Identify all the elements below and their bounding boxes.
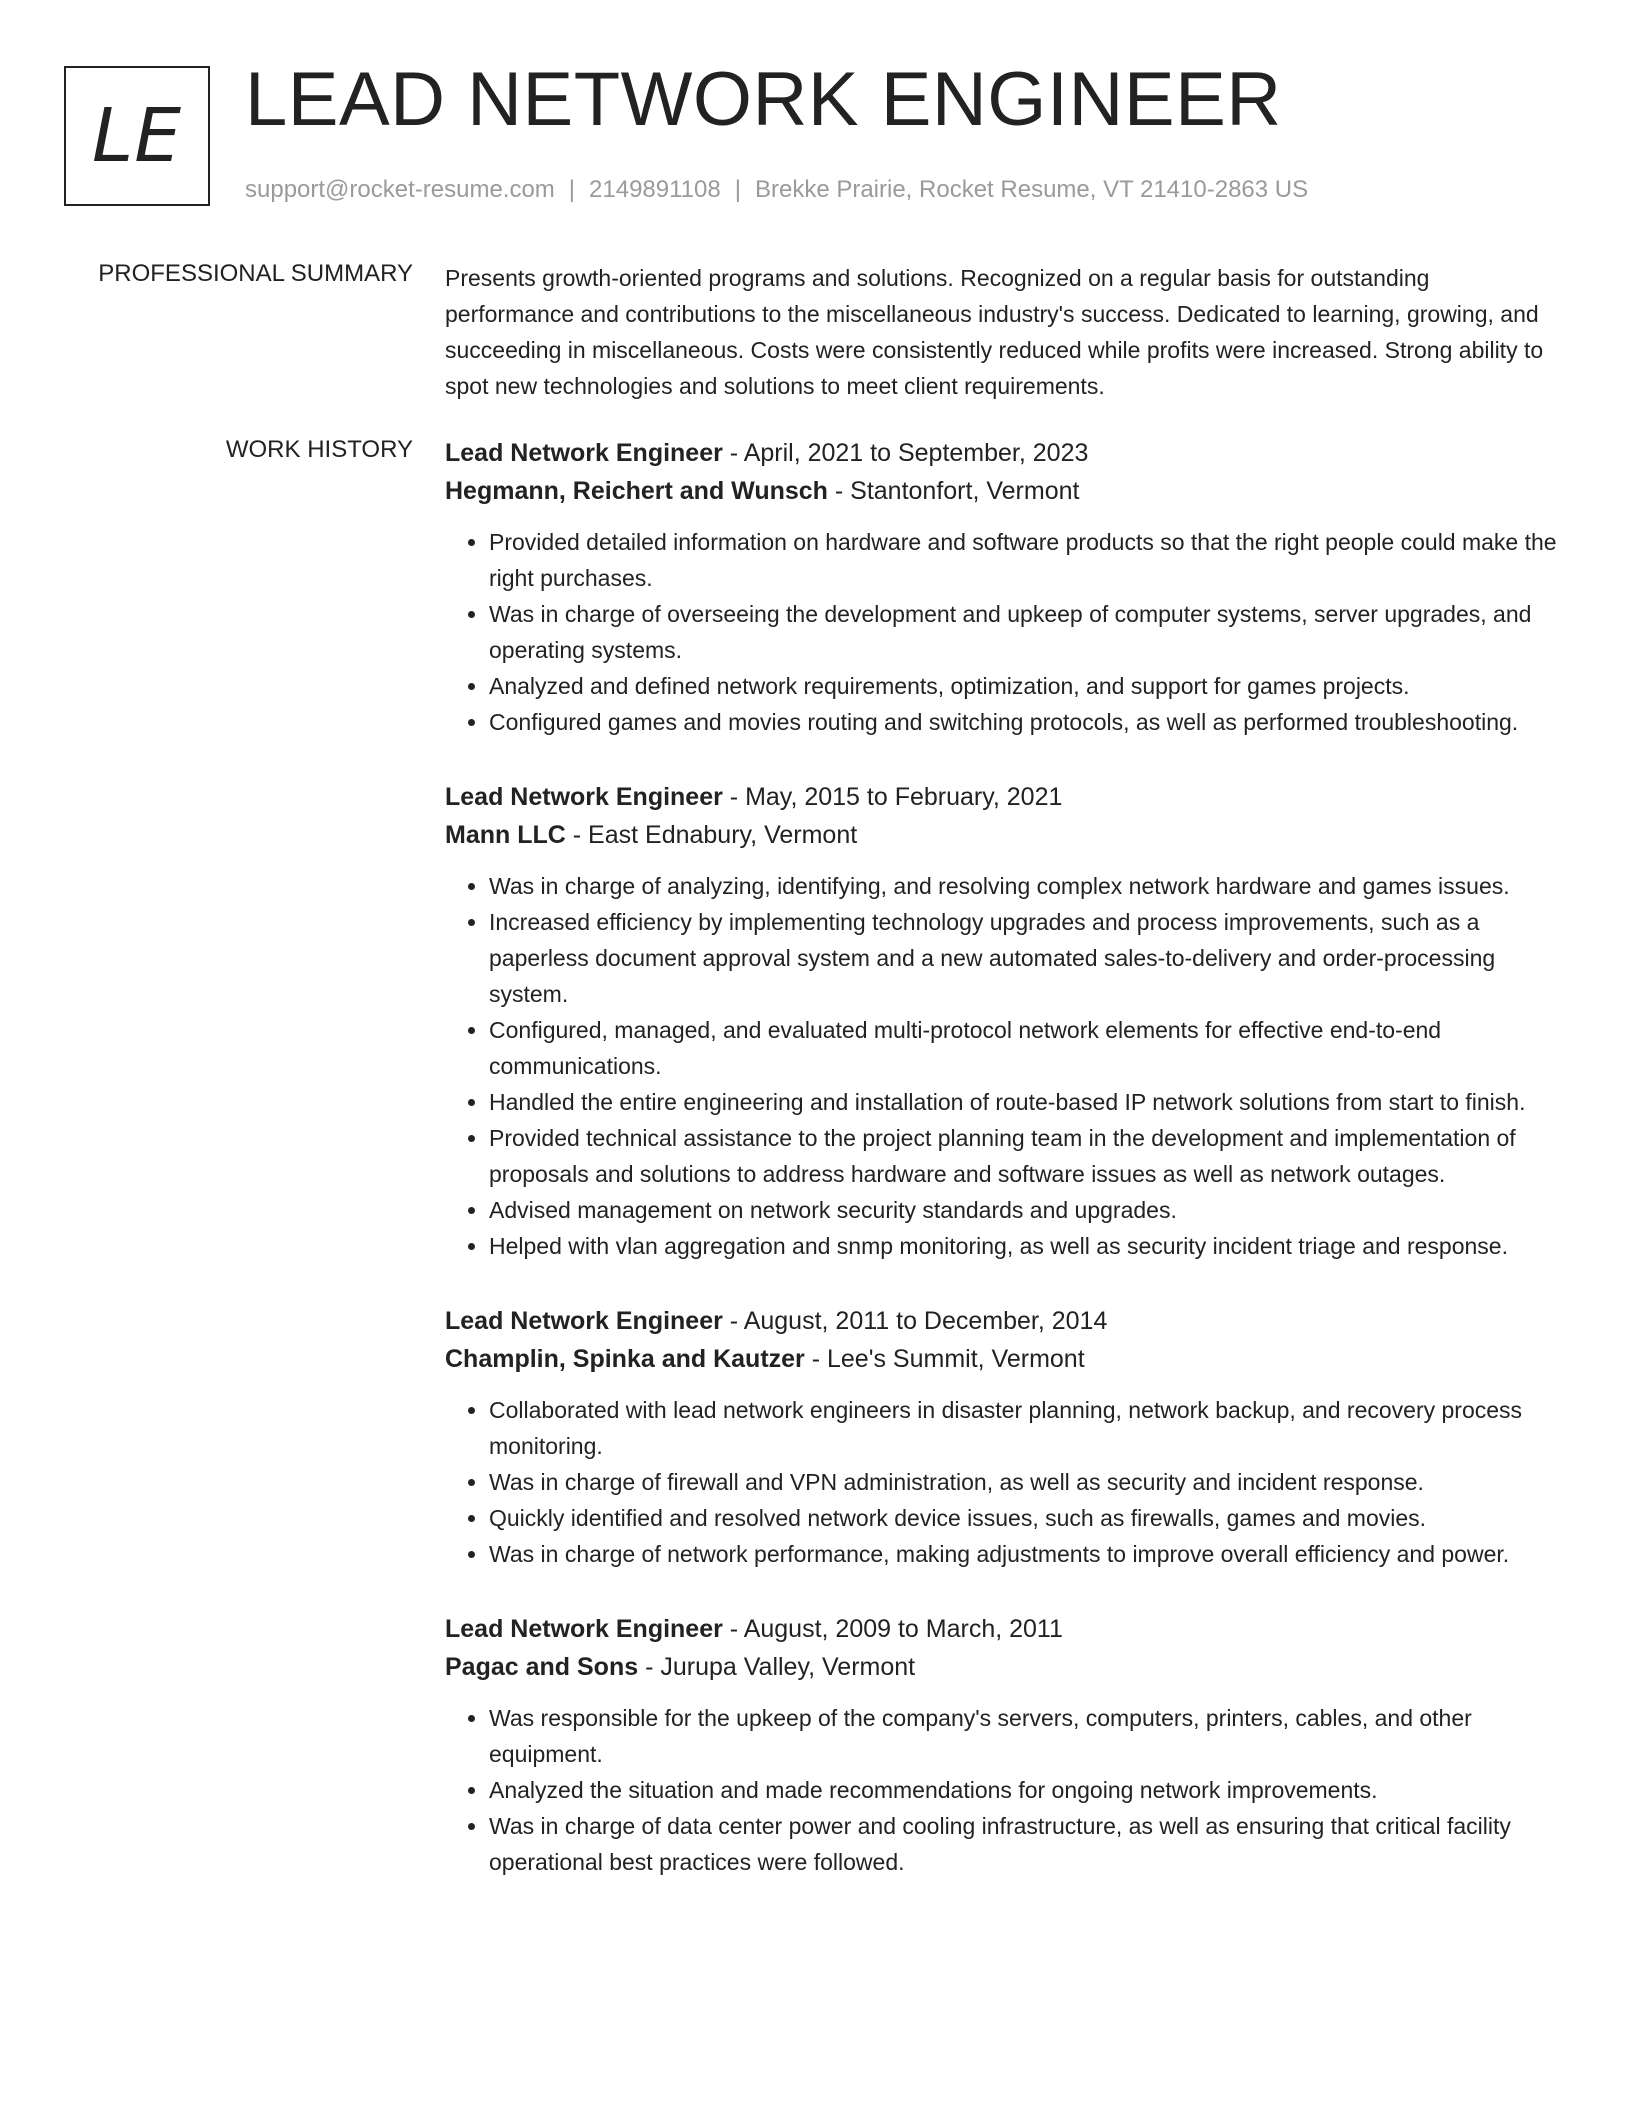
job-bullet: • Was in charge of network performance, making adjustments to improve overall efficiency and power. <box>489 1536 1563 1572</box>
job-bullet: • Increased efficiency by implementing technology upgrades and process improvements, such as a paperless document approval system and a new automated sales-to-delivery and order-processing system. <box>489 904 1563 1012</box>
job-bullet-list <box>445 1700 1563 1880</box>
job-company: Champlin, Spinka and Kautzer <box>445 1345 805 1373</box>
job-bullet: • Provided detailed information on hardware and software products so that the right people could make the right purchases. <box>489 524 1563 596</box>
job-bullet: • Handled the entire engineering and installation of route-based IP network solutions from start to finish. <box>489 1084 1563 1120</box>
job-location: - Stantonfort, Vermont <box>827 477 1080 505</box>
job-bullet: • Collaborated with lead network engineers in disaster planning, network backup, and recovery process monitoring. <box>489 1392 1563 1464</box>
job-bullet: • Configured games and movies routing and switching protocols, as well as performed troubleshooting. <box>489 704 1563 740</box>
monogram-box <box>64 66 210 206</box>
job-entry <box>445 434 1563 740</box>
job-bullet: • Analyzed the situation and made recommendations for ongoing network improvements. <box>489 1772 1563 1808</box>
job-bullet: • Analyzed and defined network requirements, optimization, and support for games projects. <box>489 668 1563 704</box>
job-entry <box>445 1610 1563 1880</box>
monogram-initials: LE <box>92 93 182 179</box>
contact-separator: | <box>734 176 741 203</box>
job-title-line <box>445 434 1563 472</box>
job-dates: - August, 2011 to December, 2014 <box>722 1307 1108 1335</box>
job-title-line <box>445 778 1563 816</box>
job-bullet: • Provided technical assistance to the project planning team in the development and implementation of proposals and solutions to address hardware and software issues as well as network outages. <box>489 1120 1563 1192</box>
contact-phone: 2149891108 <box>589 176 721 203</box>
job-bullet: • Configured, managed, and evaluated multi-protocol network elements for effective end-to-end communications. <box>489 1012 1563 1084</box>
job-bullet: • Was responsible for the upkeep of the company's servers, computers, printers, cables, and other equipment. <box>489 1700 1563 1772</box>
job-title-line <box>445 1610 1563 1648</box>
job-title: Lead Network Engineer <box>445 1307 723 1335</box>
contact-email: support@rocket-resume.com <box>245 176 555 203</box>
job-company: Pagac and Sons <box>445 1653 639 1681</box>
job-title: Lead Network Engineer <box>445 439 723 467</box>
job-location: - Lee's Summit, Vermont <box>804 1345 1085 1373</box>
summary-heading: PROFESSIONAL SUMMARY <box>98 260 413 287</box>
job-bullet-list <box>445 524 1563 740</box>
job-bullet: • Quickly identified and resolved network device issues, such as firewalls, games and movies. <box>489 1500 1563 1536</box>
job-entry <box>445 1302 1563 1572</box>
job-bullet-list <box>445 868 1563 1264</box>
job-company-line <box>445 816 1563 854</box>
job-location: - East Ednabury, Vermont <box>565 821 858 849</box>
job-entry <box>445 778 1563 1264</box>
job-company-line <box>445 1340 1563 1378</box>
job-title: Lead Network Engineer <box>445 1615 723 1643</box>
job-bullet: • Was in charge of data center power and cooling infrastructure, as well as ensuring that critical facility operational best practices were followed. <box>489 1808 1563 1880</box>
job-company: Hegmann, Reichert and Wunsch <box>445 477 828 505</box>
job-location: - Jurupa Valley, Vermont <box>638 1653 916 1681</box>
job-title-line <box>445 1302 1563 1340</box>
summary-text: Presents growth-oriented programs and solutions. Recognized on a regular basis for outstanding performance and contributions to the miscellaneous industry's success. Dedicated to learning, growing, and succeeding in miscellaneous. Costs were consistently reduced while profits were increased. Strong ability to spot new technologies and solutions to meet client requirements. <box>445 265 1544 399</box>
job-bullet: • Helped with vlan aggregation and snmp monitoring, as well as security incident triage and response. <box>489 1228 1563 1264</box>
job-dates: - August, 2009 to March, 2011 <box>722 1615 1063 1643</box>
work-history-heading: WORK HISTORY <box>225 436 413 463</box>
job-bullet: • Was in charge of overseeing the development and upkeep of computer systems, server upgrades, and operating systems. <box>489 596 1563 668</box>
job-bullet-list <box>445 1392 1563 1572</box>
work-history-list <box>445 434 1563 1918</box>
job-dates: - May, 2015 to February, 2021 <box>722 783 1063 811</box>
job-company-line <box>445 1648 1563 1686</box>
job-bullet: • Advised management on network security standards and upgrades. <box>489 1192 1563 1228</box>
job-bullet: • Was in charge of analyzing, identifying, and resolving complex network hardware and games issues. <box>489 868 1563 904</box>
job-dates: - April, 2021 to September, 2023 <box>722 439 1089 467</box>
job-company-line <box>445 472 1563 510</box>
job-company: Mann LLC <box>445 821 566 849</box>
resume-title: LEAD NETWORK ENGINEER <box>245 57 1282 142</box>
contact-address: Brekke Prairie, Rocket Resume, VT 21410-2863 US <box>754 176 1309 203</box>
job-bullet: • Was in charge of firewall and VPN administration, as well as security and incident response. <box>489 1464 1563 1500</box>
contact-separator: | <box>568 176 576 203</box>
contact-line <box>245 174 1308 206</box>
job-title: Lead Network Engineer <box>445 783 723 811</box>
